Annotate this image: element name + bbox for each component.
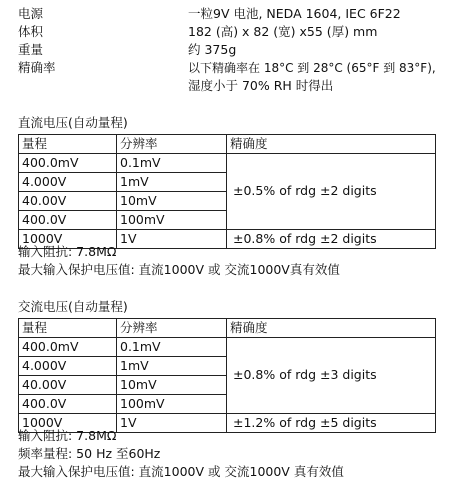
resolution-cell: 10mV bbox=[117, 192, 227, 211]
header-accuracy: 精确度 bbox=[227, 319, 436, 338]
header-range: 量程 bbox=[19, 135, 117, 154]
dcv-table bbox=[18, 134, 436, 249]
spec-label: 体积 bbox=[18, 24, 44, 39]
range-cell: 1000V bbox=[19, 230, 117, 249]
spec-value: 约 375g bbox=[188, 42, 237, 57]
spec-value-cont: 湿度小于 70% RH 时得出 bbox=[188, 78, 334, 93]
range-cell: 4.000V bbox=[19, 173, 117, 192]
range-cell: 40.00V bbox=[19, 376, 117, 395]
accuracy-cell: ±1.2% of rdg ±5 digits bbox=[227, 414, 436, 433]
range-cell: 400.0mV bbox=[19, 154, 117, 173]
acv-table bbox=[18, 318, 436, 433]
note-frequency-range: 频率量程: 50 Hz 至60Hz bbox=[18, 446, 161, 461]
range-cell: 400.0V bbox=[19, 211, 117, 230]
range-cell: 400.0mV bbox=[19, 338, 117, 357]
resolution-cell: 100mV bbox=[117, 211, 227, 230]
range-cell: 40.00V bbox=[19, 192, 117, 211]
range-cell: 1000V bbox=[19, 414, 117, 433]
header-range: 量程 bbox=[19, 319, 117, 338]
note-impedance: 输入阻抗: 7.8MΩ bbox=[18, 244, 117, 259]
accuracy-cell: ±0.8% of rdg ±2 digits bbox=[227, 230, 436, 249]
table-row bbox=[19, 154, 436, 173]
resolution-cell: 1V bbox=[117, 414, 227, 433]
resolution-cell: 10mV bbox=[117, 376, 227, 395]
header-resolution: 分辨率 bbox=[117, 319, 227, 338]
spec-value: 一粒9V 电池, NEDA 1604, IEC 6F22 bbox=[188, 6, 401, 21]
header-accuracy: 精确度 bbox=[227, 135, 436, 154]
note-impedance: 输入阻抗: 7.8MΩ bbox=[18, 428, 117, 443]
range-cell: 400.0V bbox=[19, 395, 117, 414]
note-max-protection: 最大输入保护电压值: 直流1000V 或 交流1000V真有效值 bbox=[18, 262, 340, 277]
table-header-row bbox=[19, 319, 436, 338]
section-title-dcv: 直流电压(自动量程) bbox=[18, 115, 128, 130]
resolution-cell: 1V bbox=[117, 230, 227, 249]
resolution-cell: 100mV bbox=[117, 395, 227, 414]
resolution-cell: 1mV bbox=[117, 357, 227, 376]
note-max-protection: 最大输入保护电压值: 直流1000V 或 交流1000V 真有效值 bbox=[18, 464, 344, 479]
section-title-acv: 交流电压(自动量程) bbox=[18, 299, 128, 314]
accuracy-cell: ±0.8% of rdg ±3 digits bbox=[227, 338, 436, 414]
resolution-cell: 0.1mV bbox=[117, 338, 227, 357]
spec-label: 重量 bbox=[18, 42, 44, 57]
accuracy-cell: ±0.5% of rdg ±2 digits bbox=[227, 154, 436, 230]
spec-value: 以下精确率在 18°C 到 28°C (65°F 到 83°F), bbox=[188, 61, 436, 75]
header-resolution: 分辨率 bbox=[117, 135, 227, 154]
range-cell: 4.000V bbox=[19, 357, 117, 376]
spec-label: 精确率 bbox=[18, 60, 56, 75]
spec-label: 电源 bbox=[18, 6, 44, 21]
resolution-cell: 1mV bbox=[117, 173, 227, 192]
table-header-row bbox=[19, 135, 436, 154]
table-row bbox=[19, 338, 436, 357]
spec-value: 182 (高) x 82 (宽) x55 (厚) mm bbox=[188, 24, 378, 39]
resolution-cell: 0.1mV bbox=[117, 154, 227, 173]
